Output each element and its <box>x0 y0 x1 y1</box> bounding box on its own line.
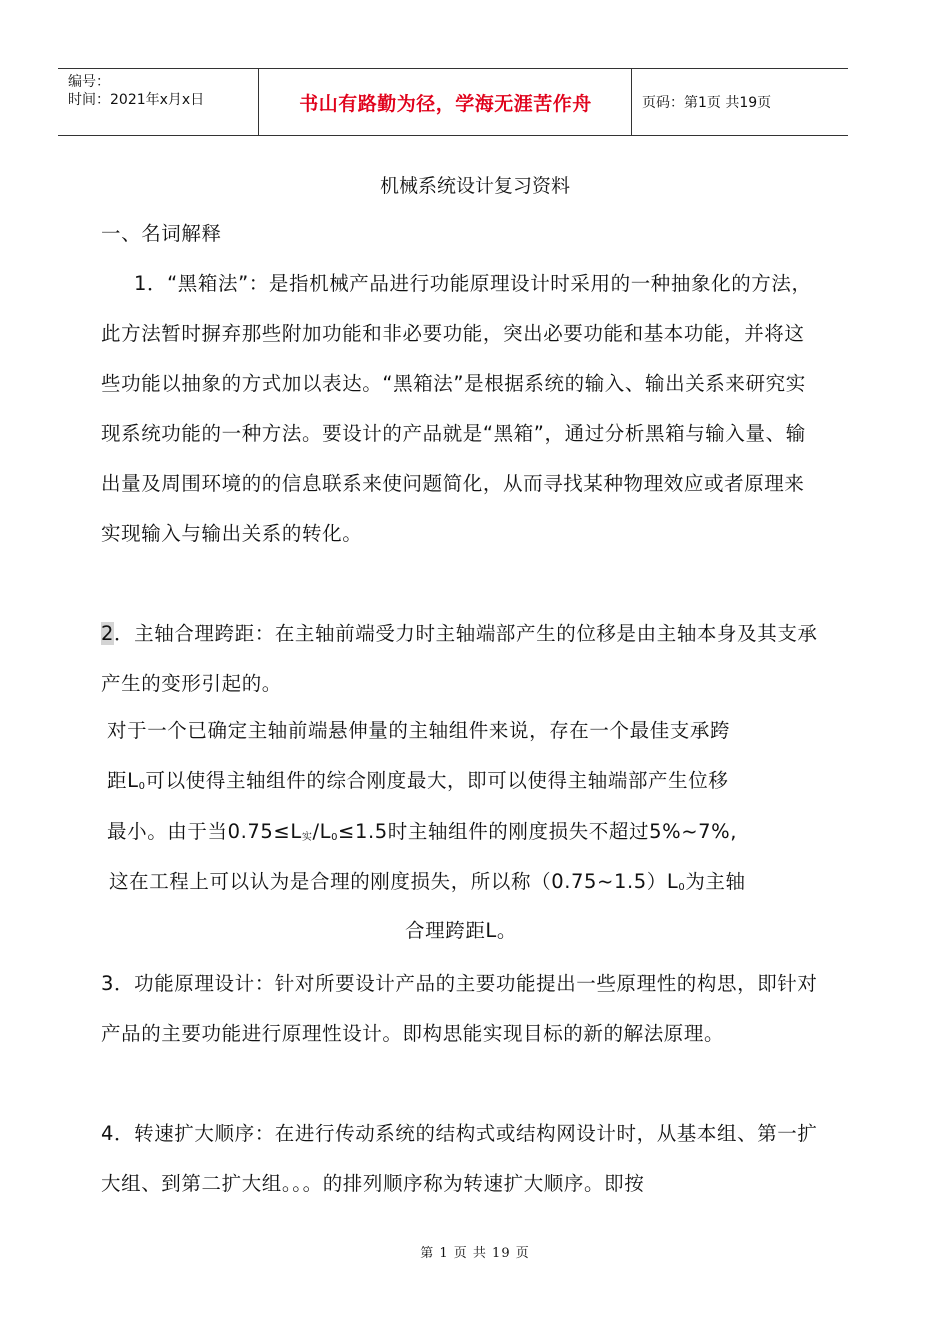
paragraph-black-box: 1．“黑箱法”：是指机械产品进行功能原理设计时采用的一种抽象化的方法，此方法暂时摒弃那些附加功能和非必要功能，突出必要功能和基本功能，并将这些功能以抽象的方式加以表达。“黑箱法”是根据系统的输入、输出关系来研究实现系统功能的一种方法。要设计的产品就是“黑箱”，通过分析黑箱与输入量、输出量及周围环境的的信息联系来使问题简化，从而寻找某种物理效应或者原理来实现输入与输出关系的转化。 <box>101 272 812 545</box>
detail-line-5: 合理跨距L。 <box>405 919 517 942</box>
detail-line-3: 最小。由于当$0.75\le L_实/L_0\le 1.5$时主轴组件的刚度损失不超过5%~7%, <box>107 820 738 843</box>
header-table <box>58 68 848 136</box>
header-meta <box>58 69 259 135</box>
paragraph-spindle-span-text: ．主轴合理跨距：在主轴前端受力时主轴端部产生的位移是由主轴本身及其支承产生的变形引起的。 <box>101 622 818 695</box>
detail-line-4: 这在工程上可以认为是合理的刚度损失，所以称$(0.75\sim 1.5)L_0$为主轴 <box>109 870 746 893</box>
detail-line-2: 距$L_0$可以使得主轴组件的综合刚度最大，即可以使得主轴端部产生位移 <box>107 769 729 792</box>
section-heading: 一、名词解释 <box>101 222 222 245</box>
paragraph-function-principle: 3．功能原理设计：针对所要设计产品的主要功能提出一些原理性的构思，即针对产品的主要功能进行原理性设计。即构思能实现目标的新的解法原理。 <box>101 972 818 1045</box>
page-label: 页码：第1页 共19页 <box>642 95 772 111</box>
motto: 书山有路勤为径，学海无涯苦作舟 <box>260 69 632 135</box>
time-label: 时间：2021年x月x日 <box>68 92 205 108</box>
number-label: 编号： <box>68 74 110 90</box>
paragraph-speed-expansion: 4．转速扩大顺序：在进行传动系统的结构式或结构网设计时，从基本组、第一扩大组、到第二扩大组。。。的排列顺序称为转速扩大顺序。即按 <box>101 1122 818 1195</box>
detail-line-1: 对于一个已确定主轴前端悬伸量的主轴组件来说，存在一个最佳支承跨 <box>107 719 731 742</box>
document-title: 机械系统设计复习资料 <box>379 175 570 197</box>
page-footer: 第 1 页 共 19 页 <box>420 1246 530 1261</box>
highlighted-number: 2 <box>101 622 115 645</box>
paragraph-spindle-span <box>101 609 821 709</box>
